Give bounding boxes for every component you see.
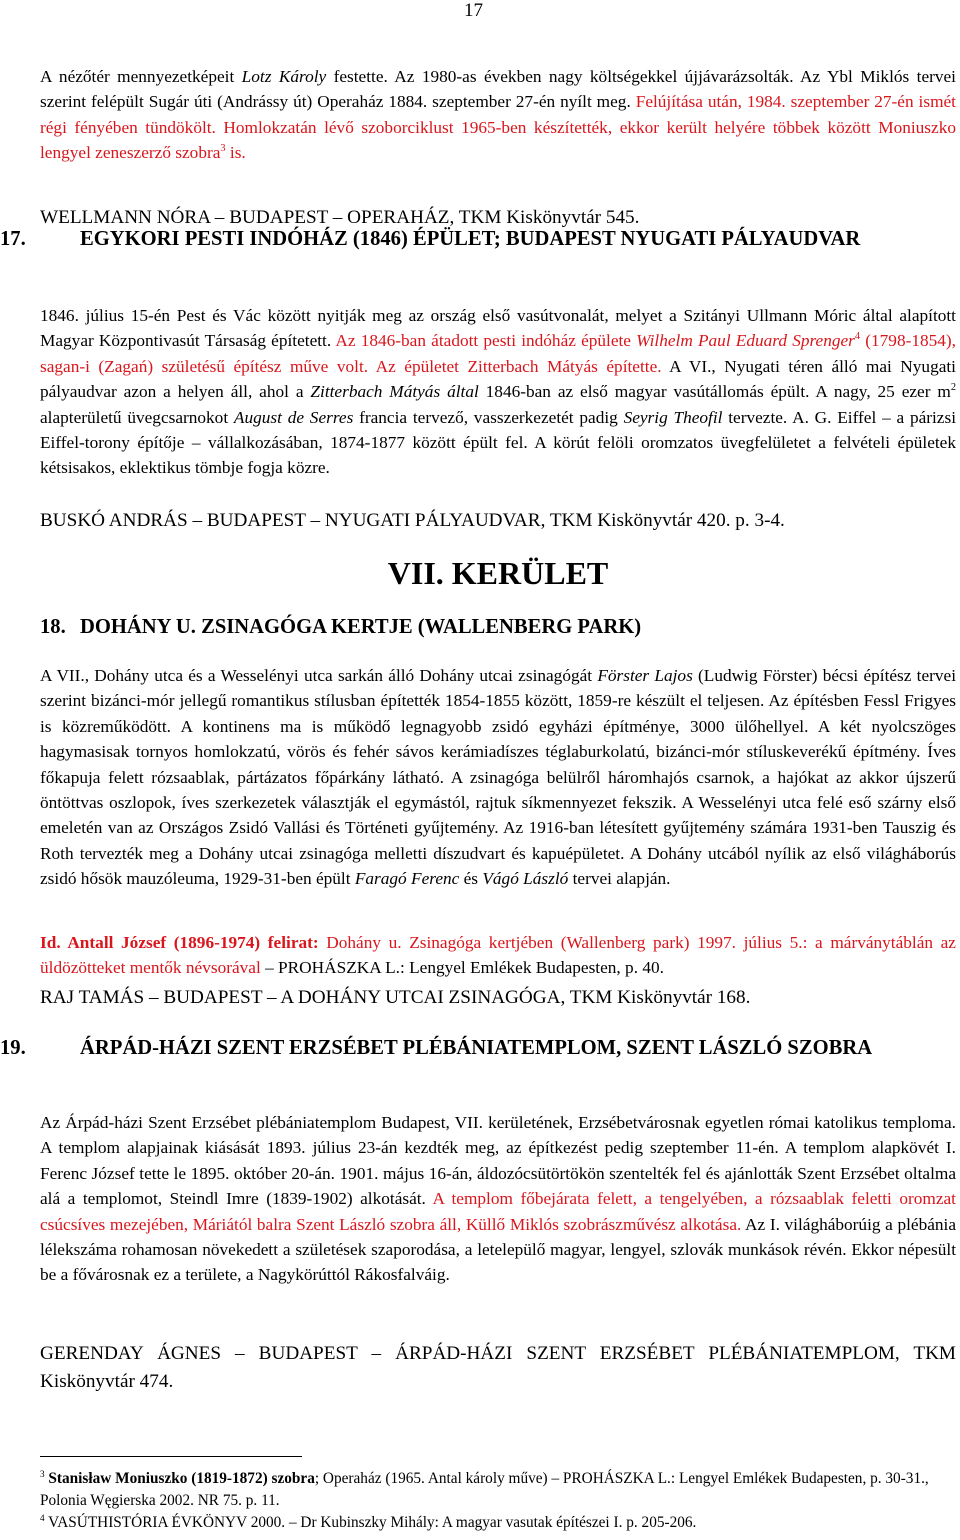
- heading-17: 17. EGYKORI PESTI INDÓHÁZ (1846) ÉPÜLET; BUDAPEST NYUGATI PÁLYAUDVAR: [0, 228, 861, 250]
- footnote-rule: [40, 1456, 302, 1457]
- indohaz-red-text-2: Az épületet Zitterbach Mátyás építette.: [368, 356, 662, 376]
- erzsebet-red-text: A templom főbejárata felett, a tengelyében, a rózsaablak feletti oromzat csúcsíves mezejében, Máriától balra Szent László szobra áll, Küllő Miklós szobrászművész alkotása.: [40, 1189, 956, 1234]
- heading-18: 18. DOHÁNY U. ZSINAGÓGA KERTJE (WALLENBERG PARK): [40, 616, 642, 638]
- indohaz-red-text-1: Az 1846-ban átadott pesti indóház épülete Wilhelm Paul Eduard Sprenger$^4$ (1798-1854), sagan-i (Zagań) születésű építész műve volt.: [40, 331, 956, 376]
- indohaz-reference: BUSKÓ ANDRÁS – BUDAPEST – NYUGATI PÁLYAUDVAR, TKM Kiskönyvtár 420. p. 3-4.: [40, 510, 785, 531]
- footnote-3: $^3$ Stanisław Moniuszko (1819-1872) szobra; Operaház (1965. Antal károly műve) – PROHÁSZKA L.: Lengyel Emlékek Budapesten, p. 30-31., Polonia Węgierska 2002. NR 75. p. 11.: [40, 1468, 929, 1509]
- erzsebet-reference: GERENDAY ÁGNES – BUDAPEST – ÁRPÁD-HÁZI SZENT ERZSÉBET PLÉBÁNIATEMPLOM, TKM Kiskönyvtár 474.: [40, 1343, 956, 1392]
- opera-reference: WELLMANN NÓRA – BUDAPEST – OPERAHÁZ, TKM Kiskönyvtár 545.: [40, 207, 640, 228]
- opera-paragraph: A nézőtér mennyezetképeit Lotz Károly festette. Az 1980-as években nagy költségekkel újjávarázsolták. Az Ybl Miklós tervei szerint felépült Sugár úti (Andrássy út) Operaház 1884. szeptember 27-én nyílt meg. Felújítása után, 1984. szeptember 27-én ismét régi fényében tündökölt. Homlokzatán lévő szoborciklust 1965-ben készítették, ekkor került helyére többek között Moniuszko lengyel zeneszerző szobra$^3$ is.: [40, 67, 956, 163]
- erzsebet-paragraph: Az Árpád-házi Szent Erzsébet plébániatemplom Budapest, VII. kerületének, Erzsébetvárosnak egyetlen római katolikus temploma. A templom alapjainak kiásását 1893. július 23-án kezdték meg, az építkezést pedig szeptember 11-én. A templom alapkövét I. Ferenc József tette le 1895. október 20-án. 1901. május 16-án, áldozócsütörtökön szentelték fel és ajánlották Szent Erzsébet oltalma alá a templomot, Steindl Imre (1839-1902) alkotását. A templom főbejárata felett, a tengelyében, a rózsaablak feletti oromzat csúcsíves mezejében, Máriától balra Szent László szobra áll, Küllő Miklós szobrászművész alkotása. Az I. világháborúig a plébánia lélekszáma rohamosan növekedett a születések szaporodása, a letelepülő magyar, lengyel, szlovák munkások révén. Ekkor népesült be a fővárosnak ez a területe, a Nagykörúttól Rákosfalváig.: [40, 1113, 957, 1285]
- indohaz-paragraph: 1846. július 15-én Pest és Vác között nyitják meg az ország első vasútvonalát, melyet a Szitányi Ullmann Móric által alapított Magyar Központivasút Társaság építetett. Az 1846-ban átadott pesti indóház épülete Wilhelm Paul Eduard Sprenger$^4$ (1798-1854), sagan-i (Zagań) születésű építész műve volt. Az épületet Zitterbach Mátyás építette. A VI., Nyugati téren álló mai Nyugati pályaudvar azon a helyen áll, ahol a Zitterbach Mátyás által 1846-ban az első magyar vasútállomás épült. A nagy, 25 ezer $m^2$ alapterületű üvegcsarnokot August de Serres francia tervező, vasszerkezetét padig Seyrig Theofil tervezte. A. G. Eiffel – a párizsi Eiffel-torony építője – vállalkozásában, 1874-1877 között épült fel. A körút felöli oromzatos üvegfelületet a felvételi épületek kétsisakos, eklektikus tömbje fogja közre.: [40, 306, 957, 478]
- dohany-paragraph: A VII., Dohány utca és a Wesselényi utca sarkán álló Dohány utcai zsinagógát Förster Lajos (Ludwig Förster) bécsi építész tervei szerint bizánci-mór jellegű romantikus stílusban építették 1854-1855 között, 1859-re készült el teljesen. Az építésben Fessl Frigyes is közreműködött. A kontinens ma is működő legnagyobb zsidó egyházi építménye, 3000 ülőhellyel. A két nyolcszöges hagymasisak tornyos homlokzatú, vörös és fehér sávos kerámiadíszes téglaburkolatú, bizánci-mór stíluskeverékű építmény. Íves főkapuja felett rózsaablak, pártázatos főpárkány látható. A zsinagóga belülről háromhajós csarnok, a hajókat az akkor újszerű öntöttvas oszlopok, íves szerkezetek választják el egymástól, rajtuk síkmennyezet fekszik. A Wesselényi utca felé eső szárny első emeletén van az Országos Zsidó Vallási és Történeti gyűjtemény. Az 1916-ban létesített gyűjtemény számára 1931-ben Tauszig és Roth tervezték meg a Dohány utcai zsinagóga melletti díszudvart és kapuépületet. A Dohány utcából nyílik az első világháborús zsidó hősök mauzóleuma, 1929-31-ben épült Faragó Ferenc és Vágó László tervei alapján.: [40, 666, 956, 889]
- heading-19: 19. ÁRPÁD-HÁZI SZENT ERZSÉBET PLÉBÁNIATEMPLOM, SZENT LÁSZLÓ SZOBRA: [0, 1037, 873, 1059]
- dohany-reference: RAJ TAMÁS – BUDAPEST – A DOHÁNY UTCAI ZSINAGÓGA, TKM Kiskönyvtár 168.: [40, 987, 751, 1008]
- opera-red-text: Felújítása után, 1984. szeptember 27-én ismét régi fényében tündökölt. Homlokzatán lévő szoborciklust 1965-ben készítették, ekkor került helyére többek között Moniuszko lengyel zeneszerző szobra$^3$ is.: [40, 92, 956, 163]
- footnotes: [40, 1468, 956, 1534]
- antall-note: Id. Antall József (1896-1974) felirat: Dohány u. Zsinagóga kertjében (Wallenberg park) 1997. július 5.: a márványtáblán az üldözötteket mentők névsorával – PROHÁSZKA L.: Lengyel Emlékek Budapesten, p. 40.: [40, 933, 956, 978]
- page-number: 17: [464, 0, 483, 21]
- footnote-4: $^4$ VASÚTHISTÓRIA ÉVKÖNYV 2000. – Dr Kubinszky Mihály: A magyar vasutak építészei I. p. 205-206.: [40, 1512, 697, 1531]
- section-title: VII. KERÜLET: [387, 555, 609, 591]
